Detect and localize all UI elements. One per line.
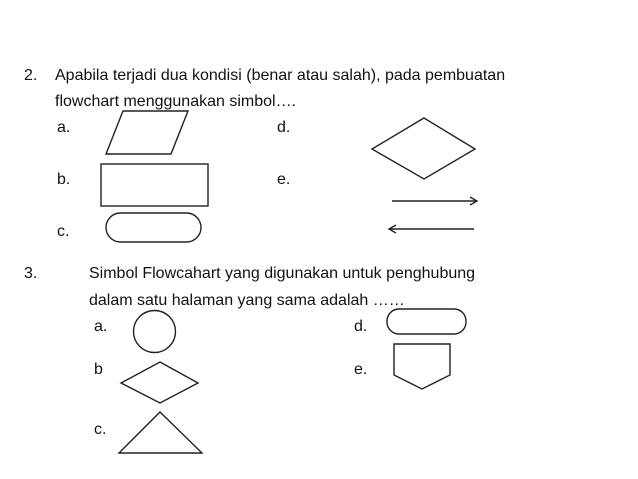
- rectangle-icon: [100, 163, 210, 208]
- diamond-icon: [120, 361, 200, 405]
- terminator-icon: [105, 212, 203, 244]
- circle-icon: [132, 309, 178, 355]
- diamond-icon: [371, 117, 477, 181]
- q3-option-a-label[interactable]: a.: [94, 318, 108, 335]
- parallelogram-icon: [105, 110, 190, 156]
- q2-question-line1: Apabila terjadi dua kondisi (benar atau salah), pada pembuatan: [55, 67, 506, 84]
- q2-option-e-label[interactable]: e.: [277, 171, 291, 188]
- q2-option-a-label[interactable]: a.: [57, 119, 71, 136]
- q3-question-line2: dalam satu halaman yang sama adalah ……: [89, 292, 405, 309]
- q3-option-b-label[interactable]: b: [94, 361, 103, 378]
- q2-option-c-label[interactable]: c.: [57, 223, 70, 240]
- q2-number: 2.: [24, 67, 38, 84]
- q3-option-d-label[interactable]: d.: [354, 318, 368, 335]
- off-page-connector-icon: [393, 343, 453, 391]
- arrow-left-icon: [386, 222, 476, 236]
- q3-option-c-label[interactable]: c.: [94, 421, 107, 438]
- triangle-icon: [118, 411, 204, 455]
- q2-option-b-label[interactable]: b.: [57, 171, 71, 188]
- q3-number: 3.: [24, 265, 38, 282]
- terminator-icon: [386, 308, 468, 336]
- q2-question-line2: flowchart menggunakan simbol….: [55, 93, 297, 110]
- q2-option-d-label[interactable]: d.: [277, 119, 291, 136]
- q3-question-line1: Simbol Flowcahart yang digunakan untuk penghubung: [89, 265, 476, 282]
- q3-option-e-label[interactable]: e.: [354, 361, 368, 378]
- arrow-right-icon: [390, 194, 480, 208]
